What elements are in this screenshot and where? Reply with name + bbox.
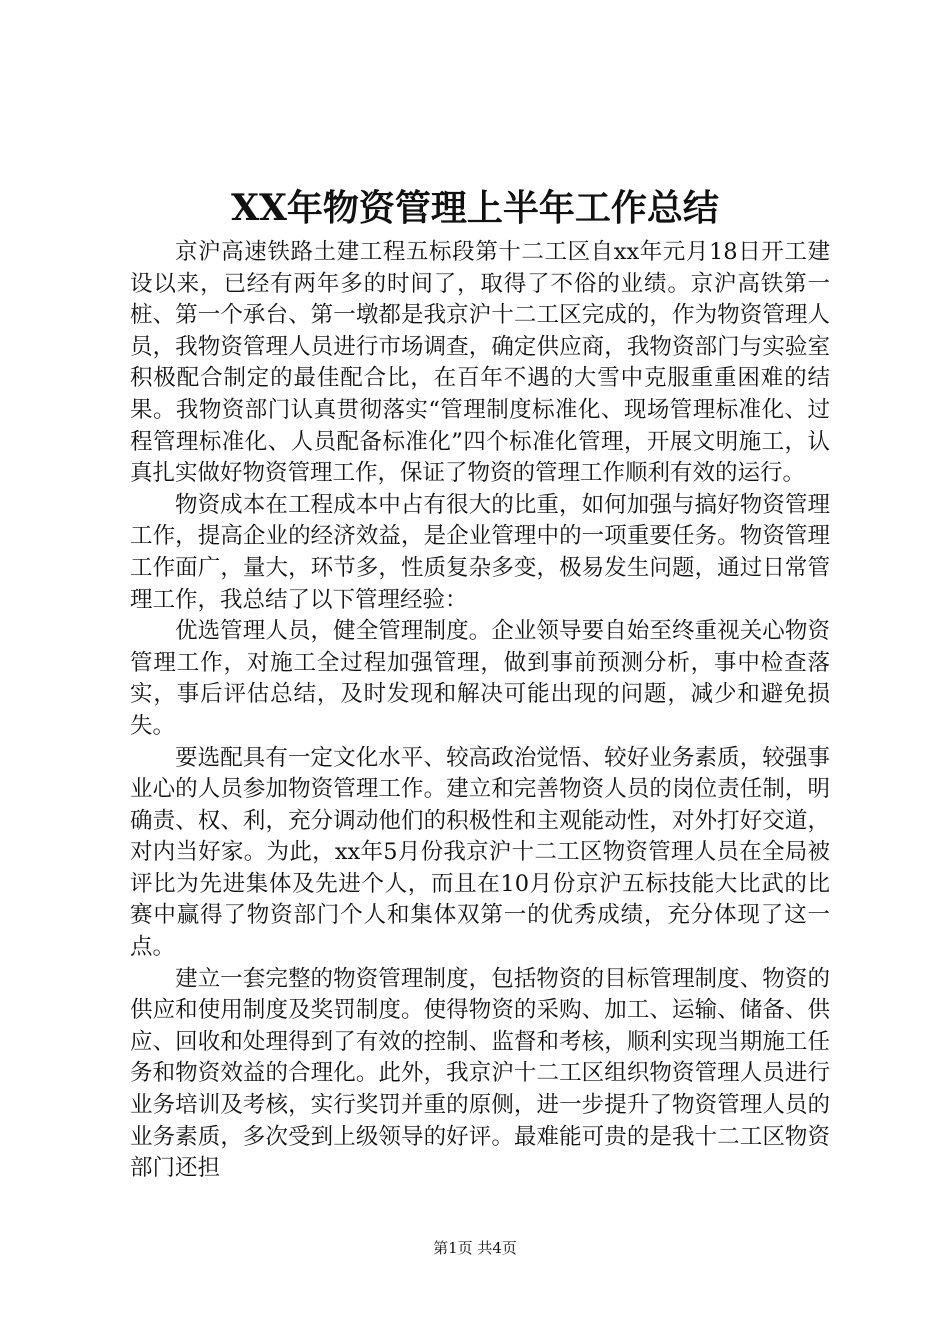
document-title: XX年物资管理上半年工作总结 (231, 187, 719, 229)
paragraph: 要选配具有一定文化水平、较高政治觉悟、较好业务素质，较强事业心的人员参加物资管理工作。建立和完善物资人员的岗位责任制，明确责、权、利，充分调动他们的积极性和主观能动性，对外打好交道，对内当好家。为此，xx年5月份我京沪十二工区物资管理人员在全局被评比为先进集体及先进个人，而且在10月份京沪五标技能大比武的比赛中赢得了物资部门个人和集体双第一的优秀成绩，充分体现了这一点。 (130, 744, 830, 961)
paragraph: 京沪高速铁路土建工程五标段第十二工区自xx年元月18日开工建设以来，已经有两年多的时间了，取得了不俗的业绩。京沪高铁第一桩、第一个承台、第一墩都是我京沪十二工区完成的，作为物资管理人员，我物资管理人员进行市场调查，确定供应商，我物资部门与实验室积极配合制定的最佳配合比，在百年不遇的大雪中克服重重困难的结果。我物资部门认真贯彻落实“管理制度标准化、现场管理标准化、过程管理标准化、人员配备标准化”四个标准化管理，开展文明施工，认真扎实做好物资管理工作，保证了物资的管理工作顺利有效的运行。 (130, 239, 830, 487)
page-number-footer: 第1页 共4页 (433, 1239, 517, 1257)
document-body (130, 237, 830, 1185)
paragraph: 优选管理人员，健全管理制度。企业领导要自始至终重视关心物资管理工作，对施工全过程加强管理，做到事前预测分析，事中检查落实，事后评估总结，及时发现和解决可能出现的问题，减少和避免损失。 (130, 618, 830, 739)
paragraph: 物资成本在工程成本中占有很大的比重，如何加强与搞好物资管理工作，提高企业的经济效益，是企业管理中的一项重要任务。物资管理工作面广，量大，环节多，性质复杂多变，极易发生问题，通过日常管理工作，我总结了以下管理经验： (130, 491, 830, 613)
paragraph: 建立一套完整的物资管理制度，包括物资的目标管理制度、物资的供应和使用制度及奖罚制度。使得物资的采购、加工、运输、储备、供应、回收和处理得到了有效的控制、监督和考核，顺利实现当期施工任务和物资效益的合理化。此外，我京沪十二工区组织物资管理人员进行业务培训及考核，实行奖罚并重的原侧，进一步提升了物资管理人员的业务素质，多次受到上级领导的好评。最难能可贵的是我十二工区物资部门还担 (130, 965, 830, 1182)
